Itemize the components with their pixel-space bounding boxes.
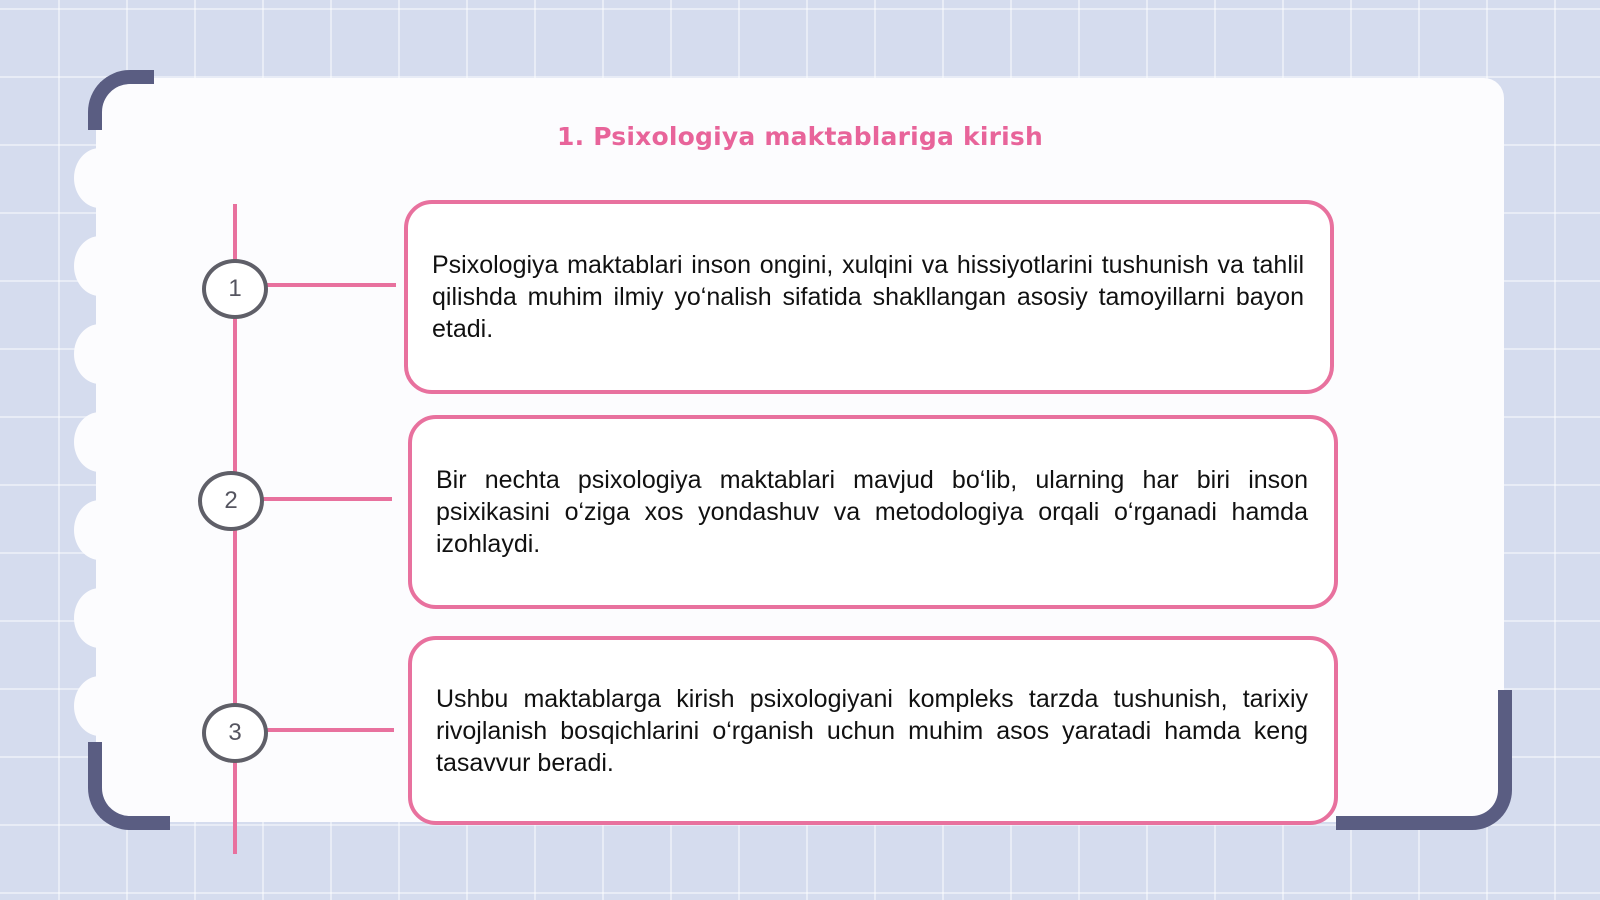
- step-number-1: 1: [202, 259, 268, 319]
- frame-corner-bottom-left: [88, 742, 170, 830]
- step-connector: [264, 728, 394, 732]
- step-card-2: [408, 415, 1338, 609]
- step-text-3: Ushbu maktablarga kirish psixologiyani kompleks tarzda tushunish, tarixiy rivojlanish bosqichlarini o‘rganish uchun muhim asos yaratadi hamda keng tasavvur beradi.: [436, 684, 1308, 777]
- paper-scallop: [74, 412, 126, 472]
- step-number-2: 2: [198, 471, 264, 531]
- step-number-3: 3: [202, 703, 268, 763]
- step-card-3: [408, 636, 1338, 825]
- paper-scallop: [74, 588, 126, 648]
- step-card-1: [404, 200, 1334, 394]
- step-connector: [262, 497, 392, 501]
- frame-corner-bottom-right: [1336, 690, 1512, 830]
- frame-corner-top-left: [88, 70, 154, 130]
- paper-scallop: [74, 324, 126, 384]
- paper-scallop: [74, 236, 126, 296]
- step-text-1: Psixologiya maktablari inson ongini, xulqini va hissiyotlarini tushunish va tahlil qilishda muhim ilmiy yo‘nalish sifatida shakllangan asosiy tamoyillarni bayon etadi.: [432, 251, 1304, 343]
- paper-scallop: [74, 148, 126, 208]
- step-connector: [264, 283, 396, 287]
- step-text-2: Bir nechta psixologiya maktablari mavjud bo‘lib, ularning har biri inson psixikasini o‘ziga xos yondashuv va metodologiya orqali o‘rganadi hamda izohlaydi.: [436, 466, 1308, 558]
- paper-scallop: [74, 500, 126, 560]
- slide-title: 1. Psixologiya maktablariga kirish: [557, 122, 1043, 151]
- paper-scallop: [74, 676, 126, 736]
